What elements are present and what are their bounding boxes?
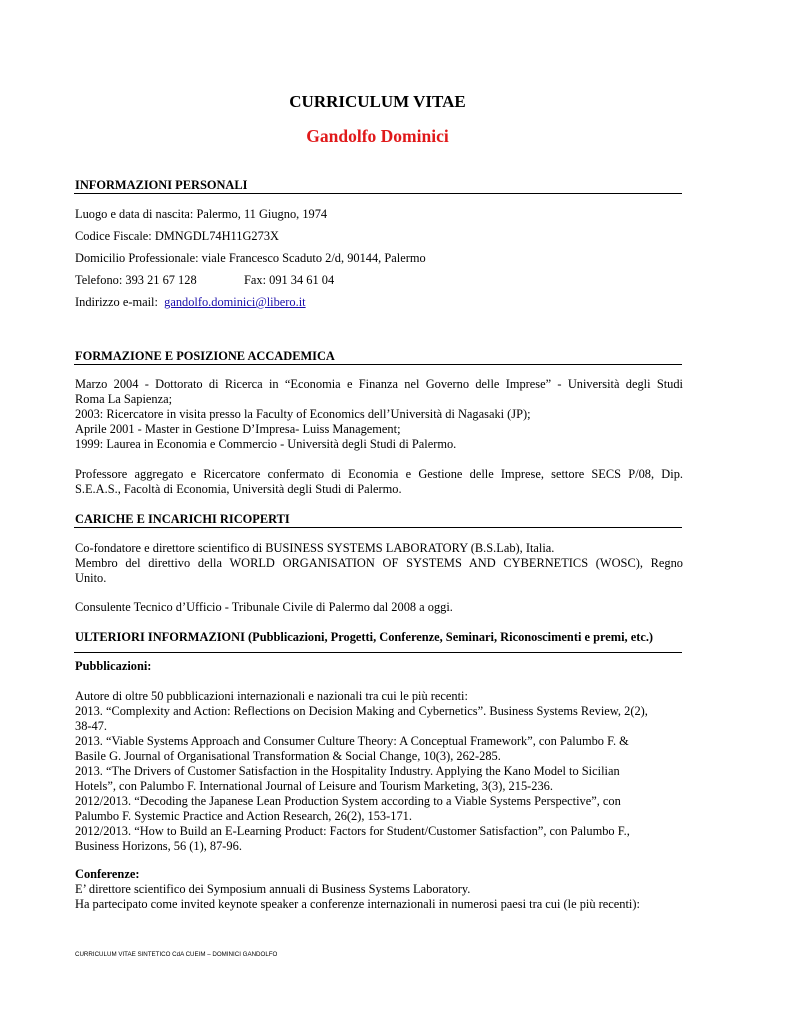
- domicile: Domicilio Professionale: viale Francesco Scaduto 2/d, 90144, Palermo: [75, 251, 426, 265]
- email-row: [75, 295, 306, 310]
- phone: Telefono: 393 21 67 128: [75, 273, 197, 287]
- section-rule: [74, 527, 682, 528]
- conference-line: E’ direttore scientifico dei Symposium annuali di Business Systems Laboratory.: [75, 882, 471, 896]
- section-heading-personal: INFORMAZIONI PERSONALI: [75, 178, 248, 192]
- tax-code: Codice Fiscale: DMNGDL74H11G273X: [75, 229, 279, 243]
- fax: Fax: 091 34 61 04: [244, 273, 335, 287]
- conference-line: Ha partecipato come invited keynote speaker a conferenze internazionali in numerosi paesi tra cui (le più recenti):: [75, 897, 640, 911]
- role-line: Unito.: [75, 571, 107, 585]
- publication-line: Business Horizons, 56 (1), 87-96.: [75, 839, 242, 853]
- consultant-line: Consulente Tecnico d’Ufficio - Tribunale Civile di Palermo dal 2008 a oggi.: [75, 600, 453, 614]
- position-line: S.E.A.S., Facoltà di Economia, Università degli Studi di Palermo.: [75, 482, 402, 496]
- page-footer: CURRICULUM VITAE SINTETICO CdA CUEIM – DOMINICI GANDOLFO: [75, 951, 278, 958]
- education-line: Roma La Sapienza;: [75, 392, 173, 406]
- education-line: Marzo 2004 - Dottorato di Ricerca in “Economia e Finanza nel Governo delle Imprese” - Università degli Studi: [75, 377, 683, 391]
- email-label: Indirizzo e-mail:: [75, 295, 158, 309]
- publication-line: 2012/2013. “How to Build an E-Learning Product: Factors for Student/Customer Satisfaction”, con Palumbo F.,: [75, 824, 630, 838]
- publication-line: 38-47.: [75, 719, 108, 733]
- education-line: 1999: Laurea in Economia e Commercio - Università degli Studi di Palermo.: [75, 437, 457, 451]
- section-heading-roles: CARICHE E INCARICHI RICOPERTI: [75, 512, 290, 526]
- education-line: Aprile 2001 - Master in Gestione D’Impresa- Luiss Management;: [75, 422, 401, 436]
- position-line: Professore aggregato e Ricercatore confermato di Economia e Gestione delle Imprese, settore SECS P/08, Dip.: [75, 467, 683, 481]
- publications-heading: Pubblicazioni:: [75, 659, 152, 673]
- role-line: Membro del direttivo della WORLD ORGANISATION OF SYSTEMS AND CYBERNETICS (WOSC), Regno: [75, 556, 683, 570]
- email-link[interactable]: gandolfo.dominici@libero.it: [164, 295, 306, 309]
- publication-line: 2013. “Viable Systems Approach and Consumer Culture Theory: A Conceptual Framework”, con Palumbo F. &: [75, 734, 629, 748]
- conferences-heading: Conferenze:: [75, 867, 140, 881]
- publication-line: Palumbo F. Systemic Practice and Action Research, 26(2), 153-171.: [75, 809, 412, 823]
- role-line: Co-fondatore e direttore scientifico di BUSINESS SYSTEMS LABORATORY (B.S.Lab), Italia.: [75, 541, 555, 555]
- section-rule: [74, 193, 682, 194]
- publication-line: 2012/2013. “Decoding the Japanese Lean Production System according to a Viable Systems Perspective”, con: [75, 794, 621, 808]
- publication-line: Basile G. Journal of Organisational Transformation & Social Change, 10(3), 262-285.: [75, 749, 501, 763]
- education-line: 2003: Ricercatore in visita presso la Faculty of Economics dell’Università di Nagasaki (JP);: [75, 407, 531, 421]
- publication-line: 2013. “The Drivers of Customer Satisfaction in the Hospitality Industry. Applying the Kano Model to Sicilian: [75, 764, 620, 778]
- section-rule: [74, 364, 682, 365]
- document-title: CURRICULUM VITAE: [289, 92, 466, 111]
- section-heading-further: ULTERIORI INFORMAZIONI (Pubblicazioni, Progetti, Conferenze, Seminari, Riconoscimenti e premi, etc.): [75, 630, 654, 644]
- section-heading-education: FORMAZIONE E POSIZIONE ACCADEMICA: [75, 349, 335, 363]
- person-name: Gandolfo Dominici: [306, 126, 449, 146]
- birth-info: Luogo e data di nascita: Palermo, 11 Giugno, 1974: [75, 207, 328, 221]
- section-rule: [74, 652, 682, 653]
- publication-line: 2013. “Complexity and Action: Reflections on Decision Making and Cybernetics”. Business Systems Review, 2(2),: [75, 704, 648, 718]
- publication-line: Hotels”, con Palumbo F. International Journal of Leisure and Tourism Marketing, 3(3), 215-236.: [75, 779, 553, 793]
- publication-line: Autore di oltre 50 pubblicazioni internazionali e nazionali tra cui le più recenti:: [75, 689, 468, 703]
